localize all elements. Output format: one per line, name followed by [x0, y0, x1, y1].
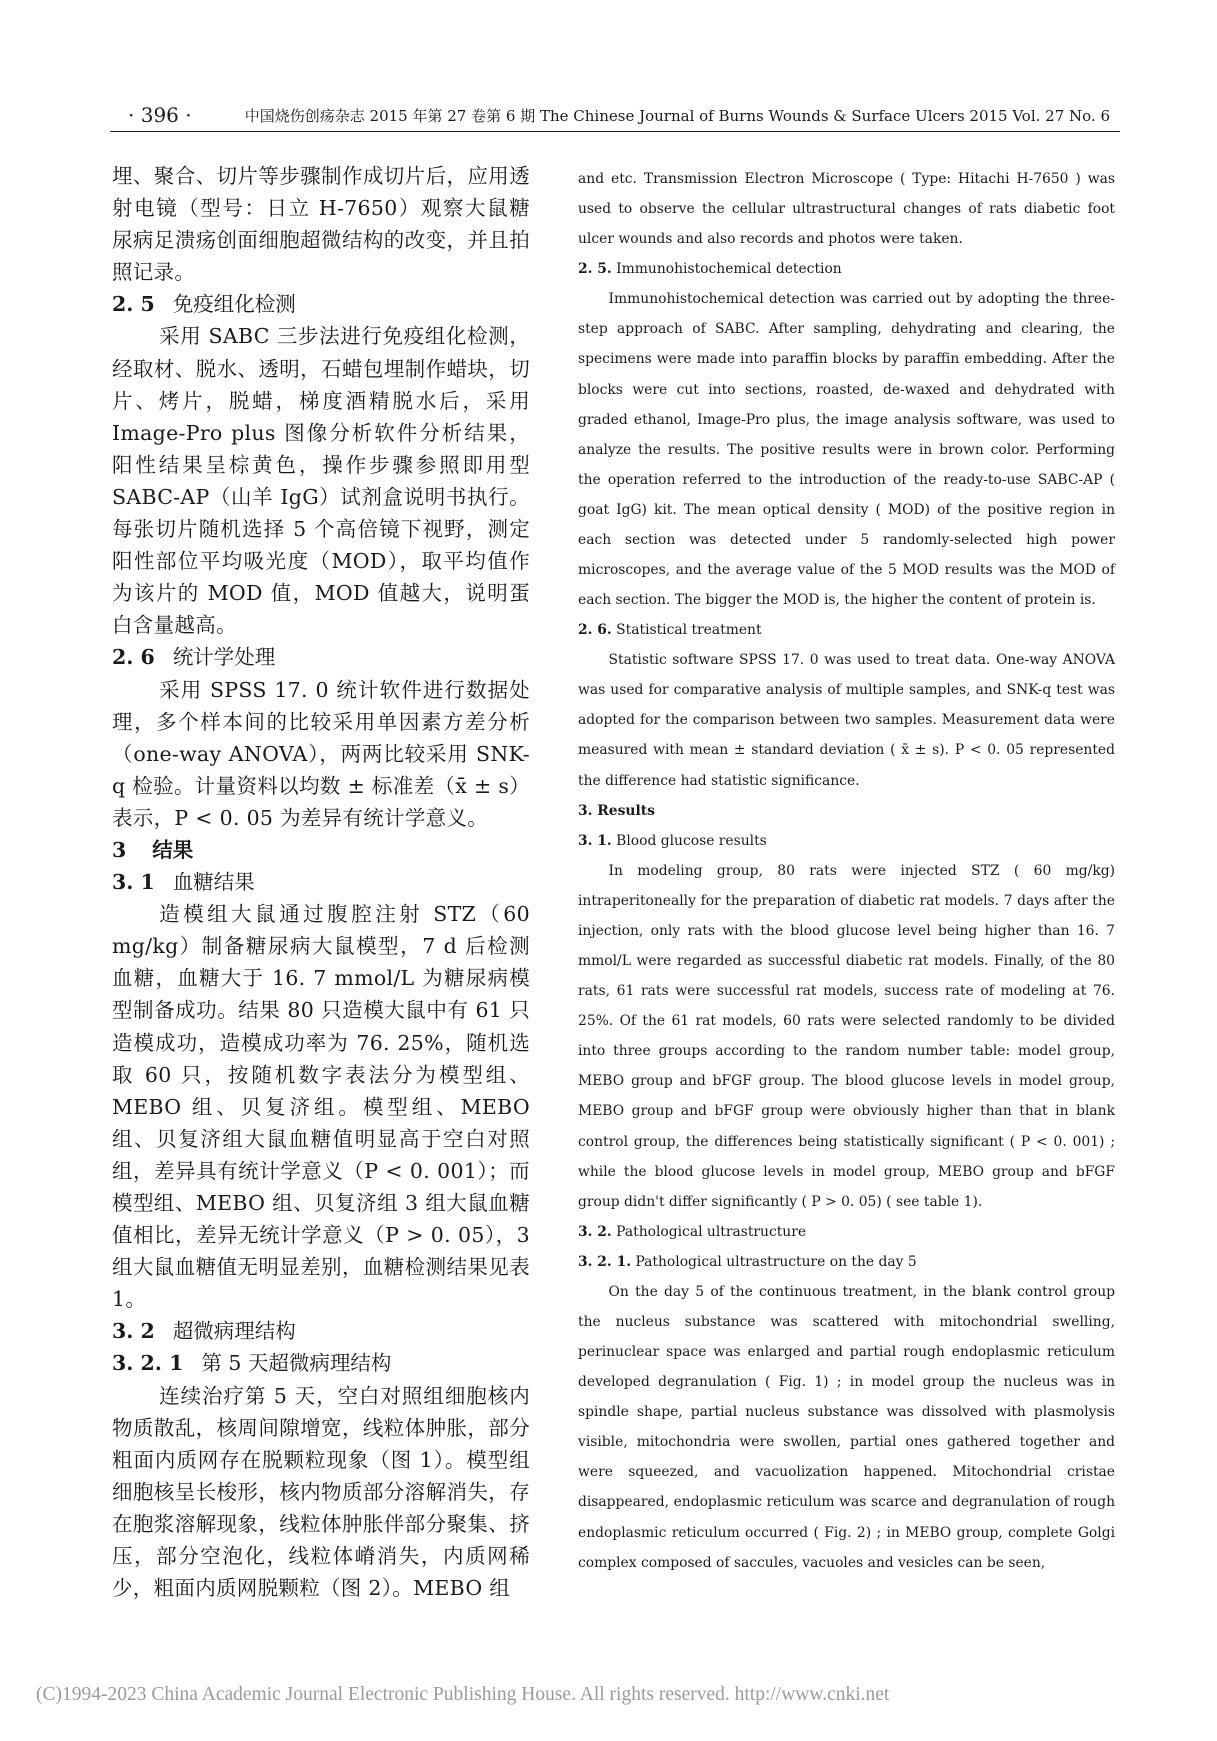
heading-3-2-1	[112, 1347, 530, 1379]
section-number: 2. 6	[112, 645, 155, 670]
paragraph-statistics: 采用 SPSS 17. 0 统计软件进行数据处理，多个样本间的比较采用单因素方差分析（one-way ANOVA），两两比较采用 SNK-q 检验。计量资料以均数 ± 标准差（x̄ ± s）表示，P < 0. 05 为差异有统计学意义。	[112, 677, 530, 830]
english-column	[578, 164, 1115, 1578]
section-number: 2. 5.	[578, 261, 612, 278]
section-number: 3. 2. 1.	[578, 1253, 632, 1270]
heading-3-2	[112, 1315, 530, 1347]
section-number: 3. 1.	[578, 832, 612, 849]
chinese-column	[112, 160, 530, 1604]
section-title: Statistical treatment	[611, 622, 762, 639]
paragraph-methods-tem: 埋、聚合、切片等步骤制作成切片后，应用透射电镜（型号：日立 H-7650）观察大鼠糖尿病足溃疡创面细胞超微结构的改变，并且拍照记录。	[112, 164, 530, 285]
heading-2-6-en	[578, 615, 1115, 645]
section-number: 2. 5	[112, 292, 155, 317]
section-title: Pathological ultrastructure on the day 5	[631, 1253, 917, 1270]
section-title: 统计学处理	[172, 645, 276, 670]
heading-3-1	[112, 866, 530, 898]
section-number: 3. 1	[112, 870, 155, 895]
section-number: 3. 2.	[578, 1223, 612, 1240]
section-number: 3. 2. 1	[112, 1351, 184, 1376]
section-number: 3. 2	[112, 1319, 155, 1344]
copyright-footer: (C)1994-2023 China Academic Journal Electronic Publishing House. All rights reserved. http://www.cnki.net	[36, 1684, 890, 1705]
heading-3	[112, 834, 530, 866]
section-number: 3	[112, 837, 127, 862]
section-number: 2. 6.	[578, 622, 612, 639]
paragraph-methods-tem-en: and etc. Transmission Electron Microscope ( Type: Hitachi H-7650 ) was used to observe the cellular ultrastructural changes of rats diabetic foot ulcer wounds and also records and photos were taken.	[578, 171, 1115, 248]
paragraph-statistics-en: Statistic software SPSS 17. 0 was used to treat data. One-way ANOVA was used for comparative analysis of multiple samples, and SNK-q test was adopted for the comparison between two samples. Measurement data were measured with mean ± standard deviation ( x̄ ± s). P < 0. 05 represented the difference had statistic significance.	[578, 652, 1115, 789]
journal-title: 中国烧伤创疡杂志 2015 年第 27 卷第 6 期 The Chinese Journal of Burns Wounds & Surface Ulcers 2015 Vol. 27 No. 6	[244, 107, 1110, 125]
paragraph-immunohistochemistry-en: Immunohistochemical detection was carried out by adopting the three-step approach of SABC. After sampling, dehydrating and clearing, the specimens were made into paraffin blocks by paraffin embedding. After the blocks were cut into sections, roasted, de-waxed and dehydrated with graded ethanol, Image-Pro plus, the image analysis software, was used to analyze the results. The positive results were in brown color. Performing the operation referred to the introduction of the ready-to-use SABC-AP ( goat IgG) kit. The mean optical density ( MOD) of the positive region in each section was detected under 5 randomly-selected high power microscopes, and the average value of the 5 MOD results was the MOD of each section. The bigger the MOD is, the higher the content of protein is.	[578, 291, 1115, 609]
section-title: 第 5 天超微病理结构	[201, 1351, 392, 1376]
running-header	[110, 101, 1120, 132]
heading-3-en: 3. Results	[578, 802, 655, 819]
section-title: 超微病理结构	[172, 1319, 296, 1344]
section-title: 免疫组化检测	[172, 292, 296, 317]
section-title: Pathological ultrastructure	[611, 1223, 807, 1240]
page-number: · 396 ·	[128, 103, 192, 127]
section-title: Immunohistochemical detection	[611, 261, 842, 278]
heading-3-2-1-en	[578, 1247, 1115, 1277]
paragraph-blood-glucose-en: In modeling group, 80 rats were injected STZ ( 60 mg/kg) intraperitoneally for the preparation of diabetic rat models. 7 days after the injection, only rats with the blood glucose level being higher than 16. 7 mmol/L were regarded as successful diabetic rat models. Finally, of the 80 rats, 61 rats were successful rat models, success rate of modeling at 76. 25%. Of the 61 rat models, 60 rats were selected randomly to be divided into three groups according to the random number table: model group, MEBO group and bFGF group. The blood glucose levels in model group, MEBO group and bFGF group were obviously higher than that in blank control group, the differences being statistically significant ( P < 0. 001) ; while the blood glucose levels in model group, MEBO group and bFGF group didn't differ significantly ( P > 0. 05) ( see table 1).	[578, 862, 1115, 1210]
heading-3-1-en	[578, 826, 1115, 856]
paragraph-immunohistochemistry: 采用 SABC 三步法进行免疫组化检测，经取材、脱水、透明，石蜡包埋制作蜡块，切片、烤片，脱蜡，梯度酒精脱水后，采用 Image-Pro plus 图像分析软件分析结果，阳性结果呈棕黄色，操作步骤参照即用型 SABC-AP（山羊 IgG）试剂盒说明书执行。每张切片随机选择 5 个高倍镜下视野，测定阳性部位平均吸光度（MOD），取平均值作为该片的 MOD 值，MOD 值越大，说明蛋白含量越高。	[112, 324, 530, 638]
heading-3-2-en	[578, 1217, 1115, 1247]
section-title: 结果	[152, 837, 194, 862]
paragraph-ultrastructure-day5: 连续治疗第 5 天，空白对照组细胞核内物质散乱，核周间隙增宽，线粒体肿胀，部分粗面内质网存在脱颗粒现象（图 1）。模型组细胞核呈长梭形，核内物质部分溶解消失，存在胞浆溶解现象，线粒体肿胀伴部分聚集、挤压，部分空泡化，线粒体嵴消失，内质网稀少，粗面内质网脱颗粒（图 2）。MEBO 组	[112, 1383, 530, 1601]
paragraph-ultrastructure-day5-en: On the day 5 of the continuous treatment, in the blank control group the nucleus substance was scattered with mitochondrial swelling, perinuclear space was enlarged and partial rough endoplasmic reticulum developed degranulation ( Fig. 1) ; in model group the nucleus was in spindle shape, partial nucleus substance was dissolved with plasmolysis visible, mitochondria were swollen, partial ones gathered together and were squeezed, and vacuolization happened. Mitochondrial cristae disappeared, endoplasmic reticulum was scarce and degranulation of rough endoplasmic reticulum occurred ( Fig. 2) ; in MEBO group, complete Golgi complex composed of saccules, vacuoles and vesicles can be seen,	[578, 1283, 1115, 1571]
section-title: Blood glucose results	[611, 832, 767, 849]
paragraph-blood-glucose: 造模组大鼠通过腹腔注射 STZ（60 mg/kg）制备糖尿病大鼠模型，7 d 后检测血糖，血糖大于 16. 7 mmol/L 为糖尿病模型制备成功。结果 80 只造模大鼠中有 61 只造模成功，造模成功率为 76. 25%，随机选取 60 只，按随机数字表法分为模型组、MEBO 组、贝复济组。模型组、MEBO 组、贝复济组大鼠血糖值明显高于空白对照组，差异具有统计学意义（P < 0. 001）；而模型组、MEBO 组、贝复济组 3 组大鼠血糖值相比，差异无统计学意义（P > 0. 05），3 组大鼠血糖值无明显差别，血糖检测结果见表 1。	[112, 902, 530, 1312]
heading-2-6	[112, 641, 530, 673]
section-title: 血糖结果	[172, 870, 255, 895]
heading-2-5	[112, 288, 530, 320]
heading-2-5-en	[578, 254, 1115, 284]
